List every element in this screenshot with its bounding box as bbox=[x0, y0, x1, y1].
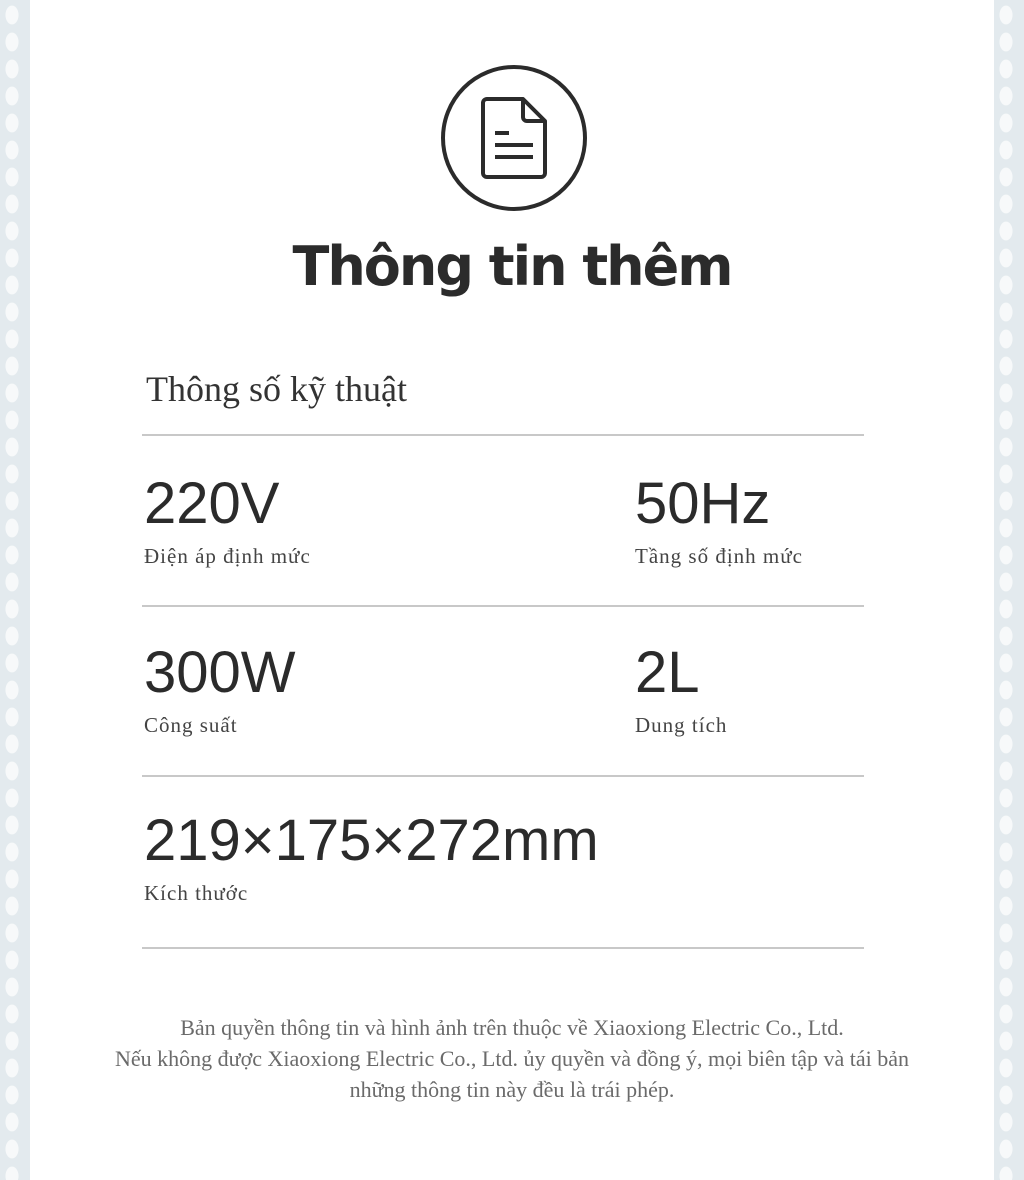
page-title: Thông tin thêm bbox=[292, 235, 732, 298]
divider bbox=[142, 434, 864, 436]
copyright-line: Nếu không được Xiaoxiong Electric Co., Ltd. ủy quyền và đồng ý, mọi biên tập và tái bản bbox=[115, 1046, 909, 1071]
spec-label: Kích thước bbox=[144, 881, 249, 905]
spec-value: 300W bbox=[144, 640, 296, 705]
spec-power bbox=[144, 642, 296, 738]
spec-label: Tầng số định mức bbox=[635, 544, 803, 568]
section-label: Thông số kỹ thuật bbox=[146, 369, 407, 409]
spec-rated-voltage bbox=[144, 473, 311, 569]
spec-label: Dung tích bbox=[635, 713, 728, 737]
spec-dimensions bbox=[144, 810, 599, 906]
spec-value: 50Hz bbox=[635, 471, 771, 536]
spec-label: Công suất bbox=[144, 713, 238, 737]
spec-value: 219×175×272mm bbox=[144, 808, 599, 873]
copyright-line: Bản quyền thông tin và hình ảnh trên thuộc về Xiaoxiong Electric Co., Ltd. bbox=[180, 1015, 844, 1040]
copyright-line: những thông tin này đều là trái phép. bbox=[349, 1077, 675, 1102]
content-panel bbox=[30, 0, 994, 1180]
spec-value: 220V bbox=[144, 471, 280, 536]
divider bbox=[142, 605, 864, 607]
document-icon bbox=[441, 65, 587, 211]
copyright-notice bbox=[50, 1012, 974, 1105]
spec-rated-frequency bbox=[635, 473, 803, 569]
divider bbox=[142, 947, 864, 949]
spec-capacity bbox=[635, 642, 727, 738]
divider bbox=[142, 775, 864, 777]
decorative-border-right bbox=[994, 0, 1024, 1180]
spec-label: Điện áp định mức bbox=[144, 544, 311, 568]
spec-value: 2L bbox=[635, 640, 700, 705]
